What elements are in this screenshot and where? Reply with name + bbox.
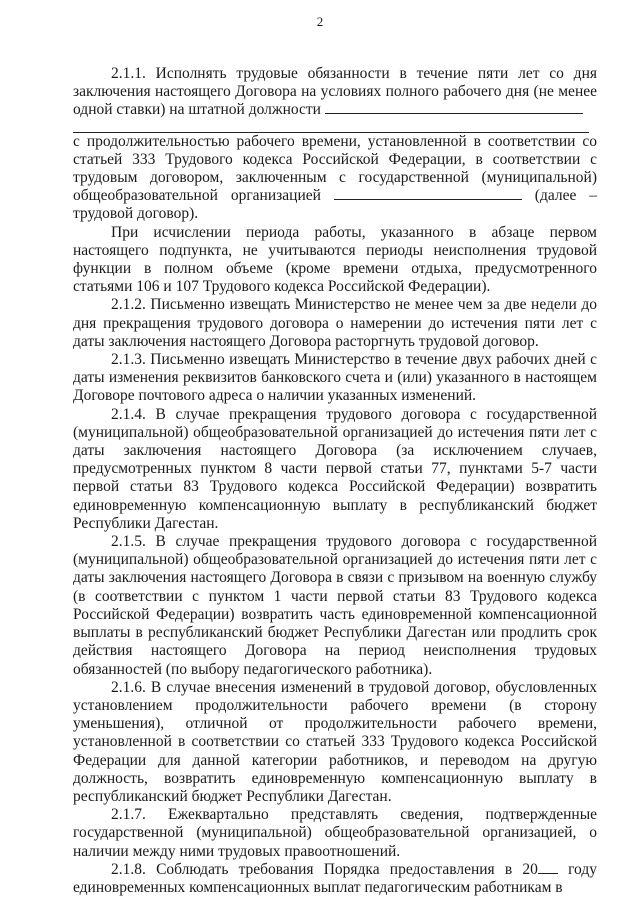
clause-2-1-1	[73, 65, 597, 224]
year-blank	[538, 861, 558, 874]
page-number: 2	[316, 14, 324, 29]
clause-2-1-1-text-cont: с продолжительностью рабочего времени, установленной в соответствии со статьей 333 Трудового кодекса Российской Федерации, в соответствии с трудовым договором, заключенным с государственной (муниципальной) общеобразовательной организацией	[73, 132, 597, 205]
clause-2-1-4: 2.1.4. В случае прекращения трудового договора с государственной (муниципальной) общеобразовательной организацией до истечения пяти лет с даты заключения настоящего Договора (за исключением случаев, предусмотренных пунктом 8 части первой статьи 77, пунктами 5-7 части первой статьи 83 Трудового кодекса Российской Федерации) возвратить единовременную компенсационную выплату в республиканский бюджет Республики Дагестан.	[73, 405, 597, 532]
position-blank	[325, 101, 583, 114]
organization-blank	[334, 187, 522, 200]
clause-2-1-2: 2.1.2. Письменно извещать Министерство не менее чем за две недели до дня прекращения трудового договора о намерении до истечения пяти лет с даты заключения настоящего Договора расторгнуть трудовой договор.	[73, 296, 597, 350]
document-body	[73, 65, 597, 897]
clause-2-1-6: 2.1.6. В случае внесения изменений в трудовой договор, обусловленных установлением продолжительности рабочего времени (в сторону уменьшения), отличной от продолжительности рабочего времени, установленной в соответствии со статьей 333 Трудового кодекса Российской Федерации для данной категории работников, и переводом на другую должность, возвратить единовременную компенсационную выплату в республиканский бюджет Республики Дагестан.	[73, 678, 597, 805]
clause-2-1-1-text-end: (далее – трудовой договор).	[73, 187, 598, 223]
clause-2-1-1-note: При исчислении периода работы, указанного в абзаце первом настоящего подпункта, не учитываются периоды неисполнения трудовой функции в полном объеме (кроме времени отдыха, предусмотренного статьями 106 и 107 Трудового кодекса Российской Федерации).	[73, 223, 597, 296]
position-blank-continued	[73, 126, 589, 133]
clause-2-1-7: 2.1.7. Ежеквартально представлять сведения, подтвержденные государственной (муниципальной) общеобразовательной организацией, о наличии между ними трудовых правоотношений.	[73, 806, 597, 860]
clause-2-1-8	[73, 861, 597, 897]
clause-2-1-1-text: 2.1.1. Исполнять трудовые обязанности в течение пяти лет со дня заключения настоящего Договора на условиях полного рабочего дня (не менее одной ставки) на штатной должности	[73, 65, 597, 119]
clause-2-1-8-text-cont: году единовременных компенсационных выплат педагогическим работникам в	[73, 860, 597, 896]
clause-2-1-5: 2.1.5. В случае прекращения трудового договора с государственной (муниципальной) общеобразовательной организацией до истечения пяти лет с даты заключения настоящего Договора в связи с призывом на военную службу (в соответствии с пунктом 1 части первой статьи 83 Трудового кодекса Российской Федерации) возвратить часть единовременной компенсационной выплаты в республиканский бюджет Республики Дагестан или продлить срок действия настоящего Договора на период неисполнения трудовых обязанностей (по выбору педагогического работника).	[73, 533, 597, 678]
clause-2-1-3: 2.1.3. Письменно извещать Министерство в течение двух рабочих дней с даты изменения реквизитов банковского счета и (или) указанного в настоящем Договоре почтового адреса о наличии указанных изменений.	[73, 351, 597, 405]
clause-2-1-8-text: 2.1.8. Соблюдать требования Порядка предоставления в 20	[111, 860, 538, 878]
